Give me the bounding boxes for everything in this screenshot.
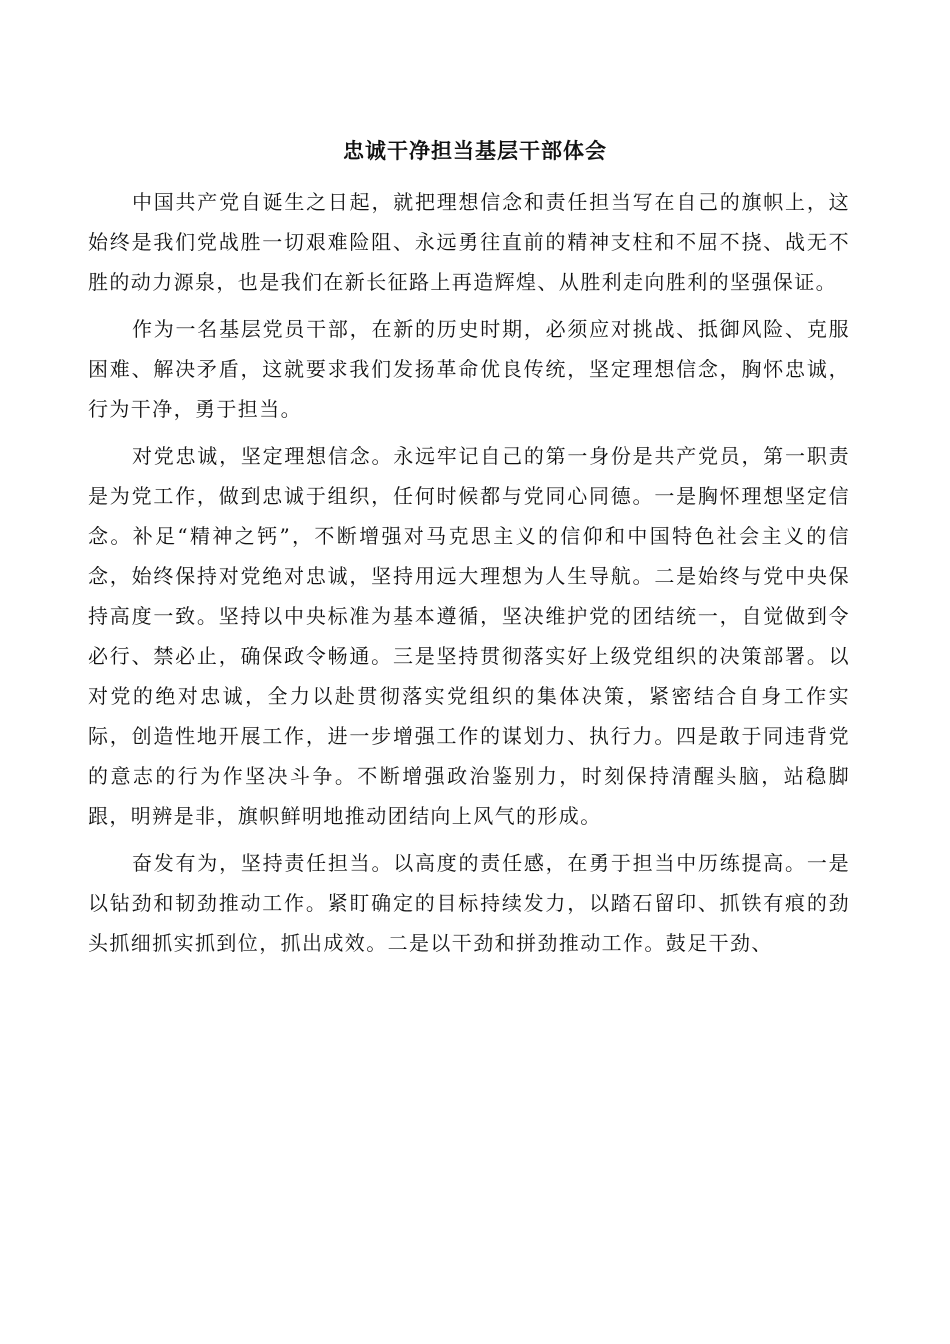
paragraph-responsibility: 奋发有为，坚持责任担当。以高度的责任感，在勇于担当中历练提高。一是以钻劲和韧劲推动工作。紧盯确定的目标持续发力，以踏石留印、抓铁有痕的劲头抓细抓实抓到位，抓出成效。二是以干劲和拼劲推动工作。鼓足干劲、 [88, 851, 850, 955]
paragraph-loyalty: 对党忠诚，坚定理想信念。永远牢记自己的第一身份是共产党员，第一职责是为党工作，做到忠诚于组织，任何时候都与党同心同德。一是胸怀理想坚定信念。补足“精神之钙”，不断增强对马克思主义的信仰和中国特色社会主义的信念，始终保持对党绝对忠诚，坚持用远大理想为人生导航。二是始终与党中央保持高度一致。坚持以中央标准为基本遵循，坚决维护党的团结统一，自觉做到令必行、禁必止，确保政令畅通。三是坚持贯彻落实好上级党组织的决策部署。以对党的绝对忠诚，全力以赴贯彻落实党组织的集体决策，紧密结合自身工作实际，创造性地开展工作，进一步增强工作的谋划力、执行力。四是敢于同违背党的意志的行为作坚决斗争。不断增强政治鉴别力，时刻保持清醒头脑，站稳脚跟，明辨是非，旗帜鲜明地推动团结向上风气的形成。 [88, 444, 850, 828]
paragraph-role: 作为一名基层党员干部，在新的历史时期，必须应对挑战、抵御风险、克服困难、解决矛盾，这就要求我们发扬革命优良传统，坚定理想信念，胸怀忠诚，行为干净，勇于担当。 [88, 317, 850, 421]
document-body [88, 182, 850, 970]
paragraph-intro: 中国共产党自诞生之日起，就把理想信念和责任担当写在自己的旗帜上，这始终是我们党战胜一切艰难险阻、永远勇往直前的精神支柱和不屈不挠、战无不胜的动力源泉，也是我们在新长征路上再造辉煌、从胜利走向胜利的坚强保证。 [88, 190, 850, 294]
document-title: 忠诚干净担当基层干部体会 [343, 138, 607, 163]
